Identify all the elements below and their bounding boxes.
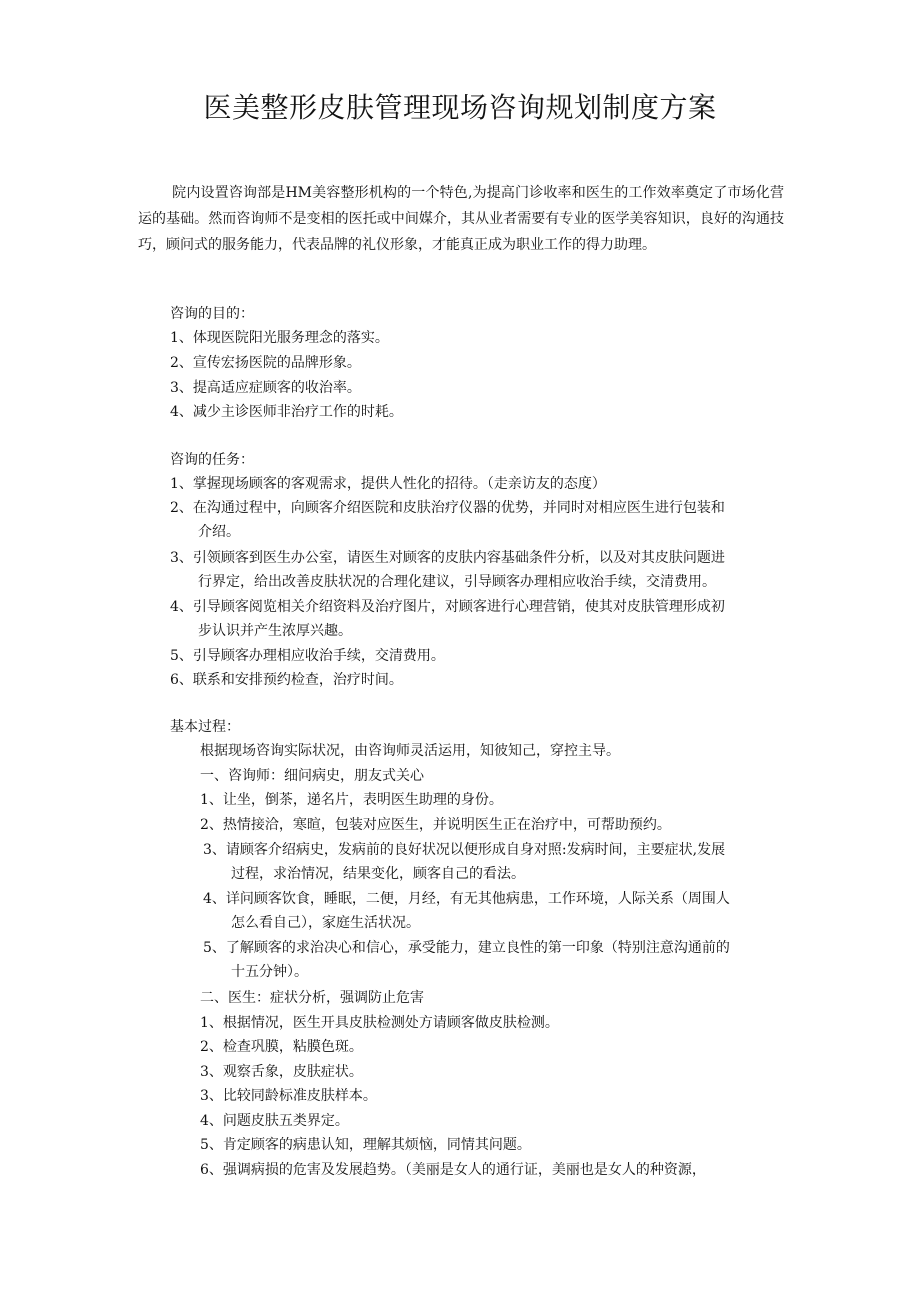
section1-item: 1、让坐，倒茶，递名片，表明医生助理的身份。 [200,792,503,808]
section2-item: 1、根据情况，医生开具皮肤检测处方请顾客做皮肤检测。 [200,1015,559,1031]
section2-item: 5、肯定顾客的病患认知，理解其烦恼，同情其问题。 [200,1137,531,1153]
section2-item: 3、观察舌象，皮肤症状。 [200,1064,363,1080]
task-item: 3、引领顾客到医生办公室，请医生对顾客的皮肤内容基础条件分析，以及对其皮肤问题进 [170,550,725,566]
process-heading: 基本过程： [170,719,240,735]
section2-item: 3、比较同龄标准皮肤样本。 [200,1088,377,1104]
task-item-continuation: 行界定，给出改善皮肤状况的合理化建议，引导顾客办理相应收治手续，交清费用。 [198,574,716,590]
page-title: 医美整形皮肤管理现场咨询规划制度方案 [203,91,717,124]
purpose-item: 2、宣传宏扬医院的品牌形象。 [170,355,361,371]
purpose-item: 1、体现医院阳光服务理念的落实。 [170,330,389,346]
task-item: 1、掌握现场顾客的客观需求，提供人性化的招待。（走亲访友的态度） [170,476,606,492]
intro-text: 院内设置咨询部是HM美容整形机构的一个特色,为提高门诊收率和医生的工作效率奠定了市场化营运的基础。然而咨询师不是变相的医托或中间媒介，其从业者需要有专业的医学美容知识，良好的沟通技巧，顾问式的服务能力，代表品牌的礼仪形象，才能真正成为职业工作的得力助理。 [138,185,784,253]
purpose-heading: 咨询的目的： [170,306,254,322]
section1-item: 3、请顾客介绍病史，发病前的良好状况以便形成自身对照:发病时间，主要症状,发展 [203,842,726,858]
task-item: 4、引导顾客阅览相关介绍资料及治疗图片，对顾客进行心理营销，使其对皮肤管理形成初 [170,599,725,615]
task-item-continuation: 介绍。 [198,524,240,540]
task-item-continuation: 步认识并产生浓厚兴趣。 [198,623,352,639]
section2-item: 2、检查巩膜，粘膜色斑。 [200,1039,363,1055]
section2-item: 6、强调病损的危害及发展趋势。（美丽是女人的通行证，美丽也是女人的种资源， [200,1162,706,1178]
tasks-heading: 咨询的任务： [170,452,254,468]
task-item: 2、在沟通过程中，向顾客介绍医院和皮肤治疗仪器的优势，并同时对相应医生进行包装和 [170,500,725,516]
section1-item-continuation: 怎么看自己），家庭生活状况。 [231,915,420,931]
section2-item: 4、问题皮肤五类界定。 [200,1113,349,1129]
intro-paragraph [138,180,784,258]
section1-item-continuation: 过程，求治情况，结果变化，顾客自己的看法。 [231,866,525,882]
purpose-item: 3、提高适应症顾客的收治率。 [170,380,361,396]
task-item: 6、联系和安排预约检查，治疗时间。 [170,672,403,688]
section1-item: 2、热情接洽，寒暄，包装对应医生，并说明医生正在治疗中，可帮助预约。 [200,817,671,833]
purpose-item: 4、减少主诊医师非治疗工作的时耗。 [170,404,403,420]
section1-item: 5、了解顾客的求治决心和信心，承受能力，建立良性的第一印象（特别注意沟通前的 [203,940,730,956]
section1-heading: 一、咨询师：细问病史，朋友式关心 [200,768,424,784]
process-intro: 根据现场咨询实际状况，由咨询师灵活运用，知彼知己，穿控主导。 [200,743,620,759]
section1-item: 4、详问顾客饮食，睡眠，二便，月经，有无其他病患，工作环境，人际关系（周围人 [203,891,730,907]
section1-item-continuation: 十五分钟）。 [231,964,308,980]
task-item: 5、引导顾客办理相应收治手续，交清费用。 [170,648,445,664]
section2-heading: 二、医生：症状分析，强调防止危害 [200,990,424,1006]
